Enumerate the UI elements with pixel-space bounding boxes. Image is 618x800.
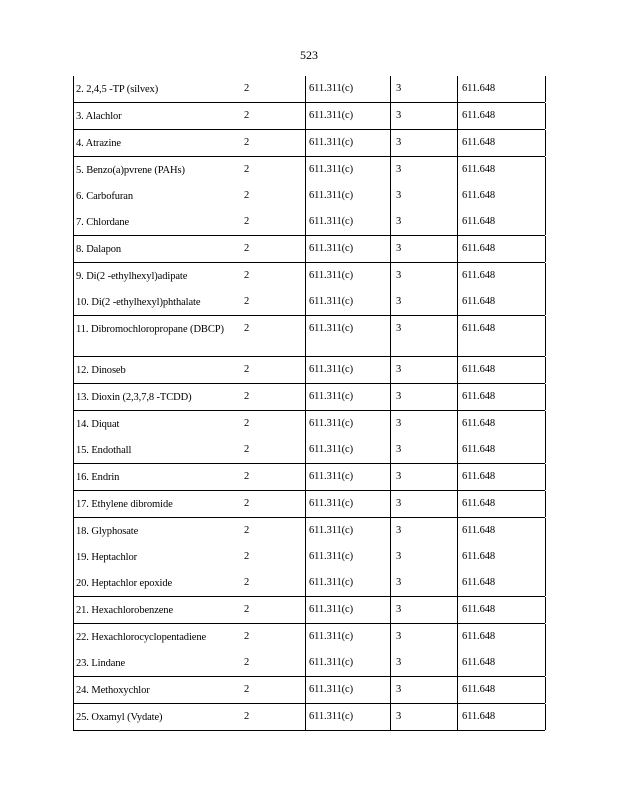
table-row-group [73,383,545,410]
mcl-type-cell: 2 [244,604,250,615]
method-type-cell: 3 [396,270,402,281]
table-row [73,518,545,544]
table-row-group [73,129,545,156]
regulation-section-cell: 611.311(c) [309,364,353,375]
column-divider [545,491,546,517]
column-divider [545,316,546,356]
table-row-group [73,410,545,463]
table-row [73,263,545,289]
method-type-cell: 3 [396,296,402,307]
method-type-cell: 3 [396,604,402,615]
method-type-cell: 3 [396,684,402,695]
contaminant-name-cell: 14. Diquat [76,419,120,430]
regulation-section-cell: 611.311(c) [309,444,353,455]
method-section-cell: 611.648 [462,216,496,227]
regulation-section-cell: 611.311(c) [309,684,353,695]
mcl-type-cell: 2 [244,164,250,175]
contaminant-name-cell: 21. Hexachlorobenzene [76,605,174,616]
table-row [73,209,545,235]
contaminant-name-cell: 9. Di(2 -ethylhexyl)adipate [76,271,188,282]
contaminant-name-cell: 5. Benzo(a)pvrene (PAHs) [76,165,185,176]
method-section-cell: 611.648 [462,296,496,307]
mcl-type-cell: 2 [244,498,250,509]
contaminant-name-cell: 19. Heptachlor [76,552,137,563]
method-type-cell: 3 [396,164,402,175]
contaminant-name-cell: 4. Atrazine [76,138,121,149]
column-divider [545,677,546,703]
table-row [73,597,545,623]
column-divider [545,411,546,463]
table-row-group [73,156,545,235]
method-section-cell: 611.648 [462,525,496,536]
regulation-section-cell: 611.311(c) [309,471,353,482]
method-section-cell: 611.648 [462,551,496,562]
regulation-section-cell: 611.311(c) [309,631,353,642]
mcl-type-cell: 2 [244,684,250,695]
regulation-section-cell: 611.311(c) [309,391,353,402]
method-type-cell: 3 [396,190,402,201]
mcl-type-cell: 2 [244,190,250,201]
method-section-cell: 611.648 [462,604,496,615]
method-type-cell: 3 [396,657,402,668]
table-row [73,704,545,730]
contaminant-name-cell: 11. Dibromochloropropane (DBCP) [76,324,224,335]
regulation-section-cell: 611.311(c) [309,525,353,536]
table-row-group [73,76,545,102]
regulation-section-cell: 611.311(c) [309,216,353,227]
contaminant-name-cell: 17. Ethylene dibromide [76,499,173,510]
table-row [73,491,545,517]
table-row [73,570,545,596]
table-row [73,183,545,209]
method-type-cell: 3 [396,83,402,94]
column-divider [545,357,546,383]
contaminant-name-cell: 6. Carbofuran [76,191,134,202]
mcl-type-cell: 2 [244,296,250,307]
method-type-cell: 3 [396,711,402,722]
regulation-section-cell: 611.311(c) [309,137,353,148]
method-section-cell: 611.648 [462,711,496,722]
contaminant-name-cell: 2. 2,4,5 -TP (silvex) [76,84,159,95]
table-row-group [73,676,545,703]
method-section-cell: 611.648 [462,323,496,334]
mcl-type-cell: 2 [244,418,250,429]
contaminant-name-cell: 23. Lindane [76,658,126,669]
method-type-cell: 3 [396,364,402,375]
regulation-section-cell: 611.311(c) [309,190,353,201]
contaminant-name-cell: 15. Endothall [76,445,132,456]
contaminant-name-cell: 25. Oxamyl (Vydate) [76,712,163,723]
column-divider [545,103,546,129]
regulation-section-cell: 611.311(c) [309,657,353,668]
mcl-type-cell: 2 [244,525,250,536]
method-type-cell: 3 [396,323,402,334]
regulation-section-cell: 611.311(c) [309,164,353,175]
mcl-type-cell: 2 [244,216,250,227]
table-row [73,157,545,183]
mcl-type-cell: 2 [244,471,250,482]
method-type-cell: 3 [396,391,402,402]
method-section-cell: 611.648 [462,190,496,201]
mcl-type-cell: 2 [244,551,250,562]
regulation-section-cell: 611.311(c) [309,711,353,722]
table-row [73,289,545,315]
contaminant-name-cell: 24. Methoxychlor [76,685,150,696]
table-row [73,624,545,650]
table-row [73,76,545,102]
table-row-group [73,235,545,262]
table-row [73,130,545,156]
mcl-type-cell: 2 [244,243,250,254]
table-row-group [73,596,545,623]
page-number: 523 [300,48,318,62]
table-row [73,236,545,262]
method-section-cell: 611.648 [462,471,496,482]
regulation-section-cell: 611.311(c) [309,551,353,562]
method-section-cell: 611.648 [462,110,496,121]
column-divider [545,236,546,262]
method-type-cell: 3 [396,418,402,429]
column-divider [545,130,546,156]
table-row [73,677,545,703]
regulation-section-cell: 611.311(c) [309,296,353,307]
regulation-section-cell: 611.311(c) [309,83,353,94]
contaminant-name-cell: 18. Glyphosate [76,526,139,537]
method-section-cell: 611.648 [462,243,496,254]
method-section-cell: 611.648 [462,391,496,402]
table-row-group [73,703,545,730]
contaminant-name-cell: 12. Dinoseb [76,365,126,376]
table-row-group [73,356,545,383]
method-type-cell: 3 [396,471,402,482]
method-section-cell: 611.648 [462,684,496,695]
method-section-cell: 611.648 [462,83,496,94]
column-divider [545,518,546,596]
regulation-section-cell: 611.311(c) [309,418,353,429]
contaminant-name-cell: 7. Chlordane [76,217,130,228]
column-divider [545,704,546,730]
mcl-type-cell: 2 [244,577,250,588]
regulation-section-cell: 611.311(c) [309,110,353,121]
mcl-type-cell: 2 [244,364,250,375]
table-row-group [73,102,545,129]
table-row-group [73,463,545,490]
contaminant-name-cell: 10. Di(2 -ethylhexyl)phthalate [76,297,201,308]
table-row [73,103,545,129]
contaminant-name-cell: 16. Endrin [76,472,120,483]
method-section-cell: 611.648 [462,657,496,668]
column-divider [545,464,546,490]
table-row [73,437,545,463]
method-type-cell: 3 [396,631,402,642]
column-divider [545,597,546,623]
table-row-group [73,517,545,596]
column-divider [545,157,546,235]
method-section-cell: 611.648 [462,631,496,642]
table-row-group [73,315,545,356]
method-section-cell: 611.648 [462,498,496,509]
regulation-section-cell: 611.311(c) [309,498,353,509]
mcl-type-cell: 2 [244,711,250,722]
table-row [73,464,545,490]
column-divider [545,384,546,410]
method-section-cell: 611.648 [462,577,496,588]
method-type-cell: 3 [396,110,402,121]
mcl-type-cell: 2 [244,137,250,148]
mcl-type-cell: 2 [244,391,250,402]
regulation-section-cell: 611.311(c) [309,243,353,254]
table-row [73,384,545,410]
method-type-cell: 3 [396,444,402,455]
table-row-group [73,490,545,517]
regulation-section-cell: 611.311(c) [309,270,353,281]
contaminant-name-cell: 3. Alachlor [76,111,122,122]
regulation-section-cell: 611.311(c) [309,323,353,334]
mcl-type-cell: 2 [244,444,250,455]
method-section-cell: 611.648 [462,444,496,455]
mcl-type-cell: 2 [244,83,250,94]
table-row [73,411,545,437]
column-divider [545,76,546,102]
method-section-cell: 611.648 [462,418,496,429]
table-row [73,357,545,383]
table-row [73,316,545,356]
method-type-cell: 3 [396,243,402,254]
mcl-type-cell: 2 [244,270,250,281]
contaminant-name-cell: 22. Hexachlorocyclopentadiene [76,632,207,643]
method-type-cell: 3 [396,216,402,227]
method-type-cell: 3 [396,577,402,588]
contaminant-name-cell: 20. Heptachlor epoxide [76,578,173,589]
method-section-cell: 611.648 [462,364,496,375]
mcl-type-cell: 2 [244,657,250,668]
table-row [73,650,545,676]
method-type-cell: 3 [396,525,402,536]
table-row [73,544,545,570]
method-type-cell: 3 [396,137,402,148]
contaminant-table [73,76,545,731]
mcl-type-cell: 2 [244,323,250,334]
method-section-cell: 611.648 [462,270,496,281]
regulation-section-cell: 611.311(c) [309,577,353,588]
method-section-cell: 611.648 [462,164,496,175]
method-type-cell: 3 [396,551,402,562]
table-row-group [73,623,545,676]
column-divider [545,263,546,315]
contaminant-name-cell: 13. Dioxin (2,3,7,8 -TCDD) [76,392,192,403]
method-section-cell: 611.648 [462,137,496,148]
mcl-type-cell: 2 [244,631,250,642]
contaminant-name-cell: 8. Dalapon [76,244,122,255]
table-row-group [73,262,545,315]
column-divider [545,624,546,676]
regulation-section-cell: 611.311(c) [309,604,353,615]
mcl-type-cell: 2 [244,110,250,121]
method-type-cell: 3 [396,498,402,509]
